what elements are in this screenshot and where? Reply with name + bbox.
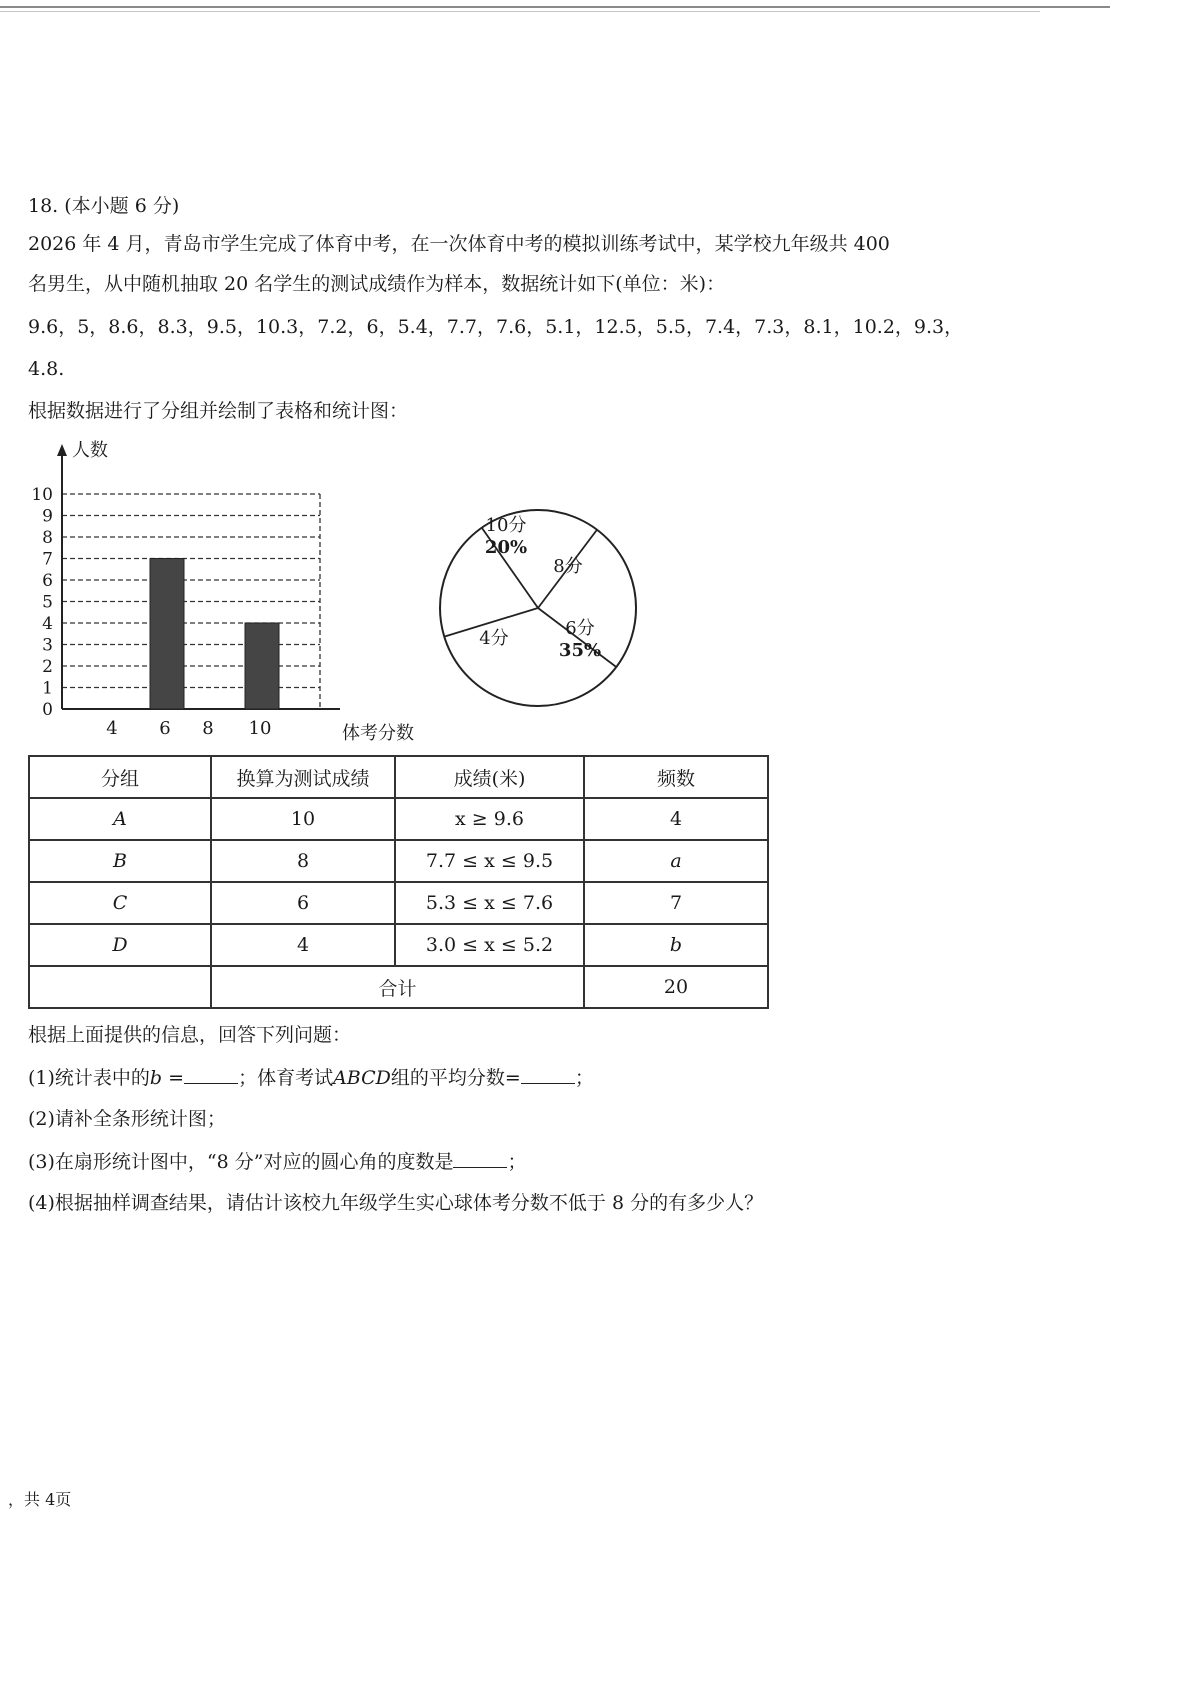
score-table	[28, 755, 769, 1009]
q1-text-a: (1)统计表中的	[28, 1067, 150, 1089]
q1-var-abcd: ABCD	[333, 1067, 391, 1089]
table-cell: B	[29, 840, 211, 882]
table-cell: D	[29, 924, 211, 966]
q3-text-b: ；	[507, 1151, 527, 1173]
table-cell: 10	[211, 798, 395, 840]
pie-slice-label: 4分	[479, 628, 509, 649]
question-1	[28, 1065, 594, 1090]
table-total-label: 合计	[211, 966, 584, 1008]
q1-var-b: b	[149, 1067, 163, 1089]
q3-text-a: (3)在扇形统计图中，“8 分”对应的圆心角的度数是	[28, 1151, 454, 1173]
y-axis-label: 人数	[72, 440, 108, 461]
x-tick-label: 10	[248, 718, 272, 739]
table-total-value: 20	[584, 966, 768, 1008]
chart-intro: 根据数据进行了分组并绘制了表格和统计图：	[28, 400, 409, 422]
x-tick-label: 6	[159, 718, 171, 739]
y-tick-label: 6	[42, 571, 53, 591]
q1-text-d: 组的平均分数=	[390, 1067, 521, 1089]
table-cell: A	[29, 798, 211, 840]
y-tick-label: 9	[42, 506, 53, 527]
table-cell: C	[29, 882, 211, 924]
pie-slice-label: 6分	[565, 618, 595, 639]
y-tick-label: 1	[42, 678, 53, 699]
pie-slice-label: 8分	[553, 556, 583, 577]
table-cell: 6	[211, 882, 395, 924]
table-header-row	[29, 756, 768, 798]
x-tick-label: 8	[202, 718, 214, 739]
bar	[245, 623, 279, 709]
y-axis-arrow	[57, 444, 67, 456]
y-tick-label: 5	[42, 592, 53, 613]
table-header: 换算为测试成绩	[211, 756, 395, 798]
page-footer: ，共 4页	[8, 1490, 72, 1509]
intro-line-2: 名男生，从中随机抽取 20 名学生的测试成绩作为样本，数据统计如下(单位：米)：	[28, 273, 726, 295]
question-3	[28, 1149, 527, 1174]
answer-blank[interactable]	[521, 1065, 575, 1084]
x-axis-label: 体考分数	[342, 723, 414, 744]
q1-text-b: =	[162, 1067, 185, 1089]
table-cell: a	[584, 840, 768, 882]
y-tick-label: 3	[42, 635, 53, 656]
table-header: 分组	[29, 756, 211, 798]
table-cell: 5.3 ≤ x ≤ 7.6	[395, 882, 584, 924]
answer-blank[interactable]	[184, 1065, 238, 1084]
pie-slice-label: 10分	[485, 515, 527, 536]
question-header: 18. (本小题 6 分)	[28, 195, 180, 217]
pie-slice-percent: 35%	[558, 640, 602, 661]
data-line-2: 4.8.	[28, 358, 65, 380]
table-header: 频数	[584, 756, 768, 798]
table-cell: 4	[584, 798, 768, 840]
bar	[150, 559, 184, 710]
statistics-charts	[0, 0, 1190, 760]
y-tick-label: 10	[31, 485, 53, 505]
y-tick-label: 0	[42, 700, 53, 720]
pie-slice-percent: 20%	[484, 537, 528, 558]
table-cell: 7	[584, 882, 768, 924]
q1-text-c: ；体育考试	[238, 1067, 334, 1089]
table-cell: x ≥ 9.6	[395, 798, 584, 840]
table-row	[29, 882, 768, 924]
x-tick-label: 4	[106, 718, 118, 739]
questions-intro: 根据上面提供的信息，回答下列问题：	[28, 1024, 352, 1046]
table-row	[29, 924, 768, 966]
y-tick-label: 4	[42, 614, 53, 634]
table-cell: 7.7 ≤ x ≤ 9.5	[395, 840, 584, 882]
q1-text-e: ；	[574, 1067, 594, 1089]
y-tick-label: 7	[42, 549, 53, 570]
y-tick-label: 8	[42, 528, 53, 548]
table-row	[29, 840, 768, 882]
question-4: (4)根据抽样调查结果，请估计该校九年级学生实心球体考分数不低于 8 分的有多少人？	[28, 1192, 764, 1214]
table-row	[29, 798, 768, 840]
table-total-row	[29, 966, 768, 1008]
table-cell: 3.0 ≤ x ≤ 5.2	[395, 924, 584, 966]
intro-line-1: 2026 年 4 月，青岛市学生完成了体育中考，在一次体育中考的模拟训练考试中，某学校九年级共 400	[28, 233, 890, 255]
table-cell: b	[584, 924, 768, 966]
table-cell: 8	[211, 840, 395, 882]
y-tick-label: 2	[42, 657, 53, 677]
answer-blank[interactable]	[453, 1149, 507, 1168]
table-cell: 4	[211, 924, 395, 966]
table-header: 成绩(米)	[395, 756, 584, 798]
question-2: (2)请补全条形统计图；	[28, 1108, 226, 1130]
table-cell-empty	[29, 966, 211, 1008]
data-line-1: 9.6，5，8.6，8.3，9.5，10.3，7.2，6，5.4，7.7，7.6，5.1，12.5，5.5，7.4，7.3，8.1，10.2，9.3，	[28, 316, 964, 338]
